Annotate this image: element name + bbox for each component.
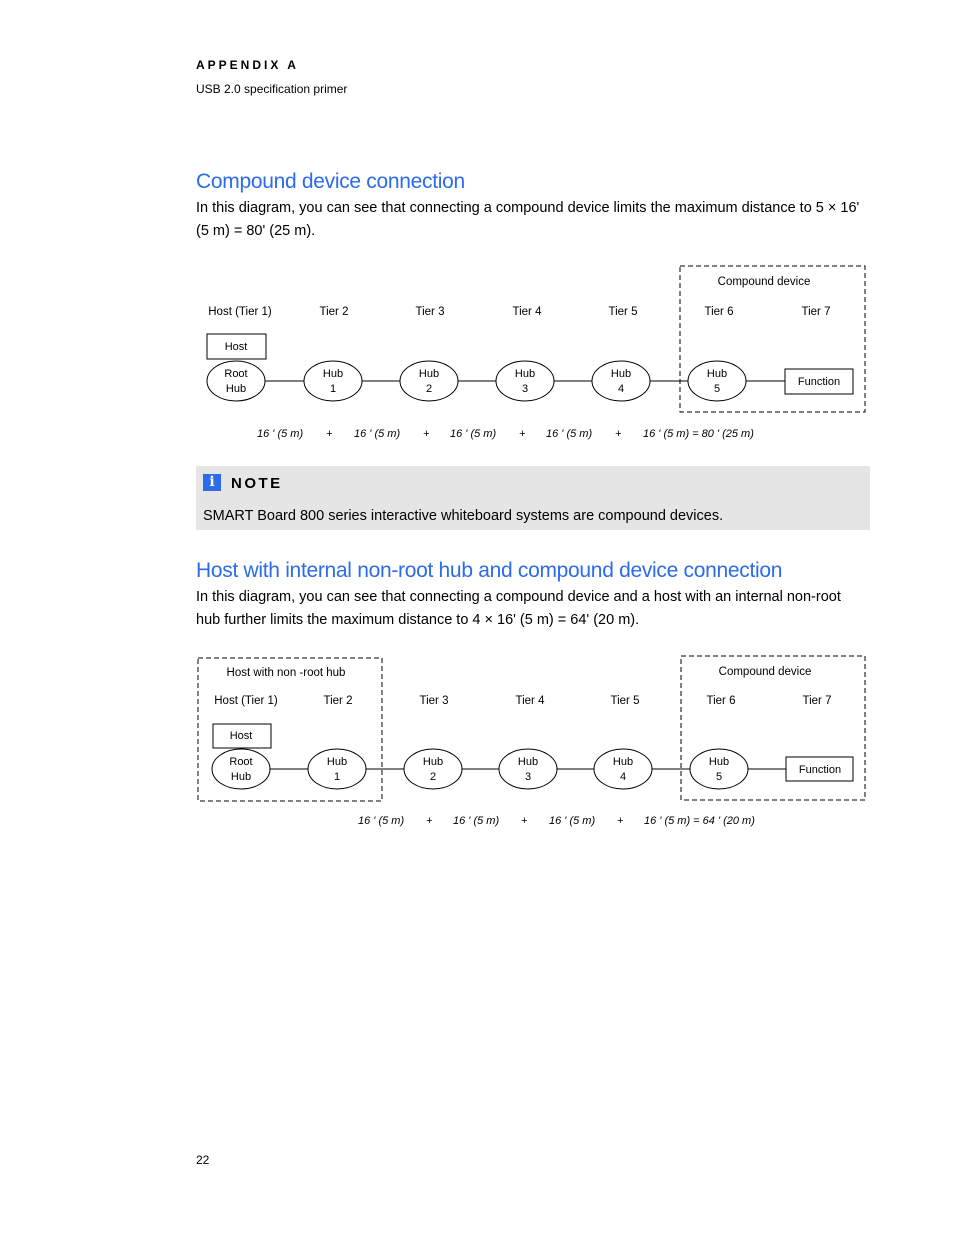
node-line2: 2 bbox=[425, 383, 433, 395]
node-line2: Hub bbox=[225, 383, 247, 395]
node-line1: Hub bbox=[322, 368, 344, 380]
node-line1: Hub bbox=[517, 756, 539, 768]
distance-plus: + bbox=[326, 428, 333, 440]
distance-plus: + bbox=[521, 815, 528, 827]
node-line1: Hub bbox=[708, 756, 730, 768]
hub-node-4 bbox=[592, 361, 650, 401]
tier-label-5: Tier 5 bbox=[610, 695, 640, 707]
compound-device-group-label: Compound device bbox=[717, 276, 811, 288]
diagram-host-non-root-hub bbox=[196, 650, 876, 835]
compound-device-group-label: Compound device bbox=[718, 666, 812, 678]
tier-label-4: Tier 4 bbox=[512, 306, 542, 318]
node-line1: Hub bbox=[422, 756, 444, 768]
host-label: Host bbox=[229, 730, 253, 742]
tier-label-1: Host (Tier 1) bbox=[208, 306, 272, 318]
node-line2: 5 bbox=[713, 383, 721, 395]
distance-segment: 16 ' (5 m) bbox=[453, 815, 500, 827]
host-label: Host bbox=[224, 341, 248, 353]
node-line1: Hub bbox=[706, 368, 728, 380]
node-line1: Hub bbox=[612, 756, 634, 768]
hub-node-2 bbox=[400, 361, 458, 401]
diagram-compound-device bbox=[196, 258, 876, 448]
tier-label-2: Tier 2 bbox=[319, 306, 349, 318]
hub-node-1 bbox=[308, 749, 366, 789]
distance-plus: + bbox=[423, 428, 430, 440]
node-line1: Hub bbox=[326, 756, 348, 768]
appendix-label: APPENDIX A bbox=[196, 58, 299, 72]
section-title-compound-device: Compound device connection bbox=[196, 170, 465, 193]
distance-total: 16 ' (5 m) = 80 ' (25 m) bbox=[643, 428, 754, 440]
distance-plus: + bbox=[426, 815, 433, 827]
node-line2: 3 bbox=[521, 383, 529, 395]
node-line2: 1 bbox=[333, 771, 341, 783]
node-line2: Hub bbox=[230, 771, 252, 783]
info-icon: i bbox=[203, 474, 221, 491]
distance-segment: 16 ' (5 m) bbox=[354, 428, 401, 440]
note-text: SMART Board 800 series interactive whiteboard systems are compound devices. bbox=[203, 508, 724, 524]
distance-segment: 16 ' (5 m) bbox=[257, 428, 304, 440]
tier-label-6: Tier 6 bbox=[704, 306, 734, 318]
tier-label-3: Tier 3 bbox=[415, 306, 445, 318]
tier-label-3: Tier 3 bbox=[419, 695, 449, 707]
distance-plus: + bbox=[617, 815, 624, 827]
hub-node-2 bbox=[404, 749, 462, 789]
tier-label-5: Tier 5 bbox=[608, 306, 638, 318]
tier-label-2: Tier 2 bbox=[323, 695, 353, 707]
root-hub-node bbox=[212, 749, 270, 789]
node-line1: Root bbox=[224, 368, 248, 380]
hub-node-5 bbox=[688, 361, 746, 401]
node-line1: Hub bbox=[418, 368, 440, 380]
root-hub-node bbox=[207, 361, 265, 401]
distance-total: 16 ' (5 m) = 64 ' (20 m) bbox=[644, 815, 755, 827]
node-line2: 2 bbox=[429, 771, 437, 783]
note-box bbox=[196, 466, 870, 530]
node-line1: Hub bbox=[514, 368, 536, 380]
tier-label-1: Host (Tier 1) bbox=[214, 695, 278, 707]
section-paragraph-compound-device: In this diagram, you can see that connecting a compound device limits the maximum distance to 5 × 16' (5 m) = 80' (25 m). bbox=[196, 200, 860, 239]
hub-node-3 bbox=[499, 749, 557, 789]
node-line2: 1 bbox=[329, 383, 337, 395]
distance-plus: + bbox=[615, 428, 622, 440]
distance-plus: + bbox=[519, 428, 526, 440]
page-number: 22 bbox=[196, 1153, 210, 1167]
hub-node-4 bbox=[594, 749, 652, 789]
node-line2: 4 bbox=[617, 383, 625, 395]
section-title-host-non-root-hub: Host with internal non-root hub and compound device connection bbox=[196, 559, 783, 582]
tier-label-7: Tier 7 bbox=[801, 306, 831, 318]
hub-node-3 bbox=[496, 361, 554, 401]
node-line1: Root bbox=[229, 756, 253, 768]
distance-segment: 16 ' (5 m) bbox=[450, 428, 497, 440]
hub-node-1 bbox=[304, 361, 362, 401]
distance-segment: 16 ' (5 m) bbox=[549, 815, 596, 827]
host-group-label: Host with non -root hub bbox=[226, 667, 346, 679]
function-label: Function bbox=[798, 764, 842, 776]
distance-segment: 16 ' (5 m) bbox=[358, 815, 405, 827]
node-line2: 5 bbox=[715, 771, 723, 783]
node-line1: Hub bbox=[610, 368, 632, 380]
note-title: NOTE bbox=[231, 475, 283, 492]
appendix-subtitle: USB 2.0 specification primer bbox=[196, 82, 348, 96]
tier-label-6: Tier 6 bbox=[706, 695, 736, 707]
node-line2: 4 bbox=[619, 771, 627, 783]
tier-label-7: Tier 7 bbox=[802, 695, 832, 707]
function-label: Function bbox=[797, 376, 841, 388]
hub-node-5 bbox=[690, 749, 748, 789]
tier-label-4: Tier 4 bbox=[515, 695, 545, 707]
section-paragraph-host-non-root-hub: In this diagram, you can see that connecting a compound device and a host with an internal non-root hub further limits the maximum distance to 4 × 16' (5 m) = 64' (20 m). bbox=[196, 589, 841, 628]
node-line2: 3 bbox=[524, 771, 532, 783]
distance-segment: 16 ' (5 m) bbox=[546, 428, 593, 440]
